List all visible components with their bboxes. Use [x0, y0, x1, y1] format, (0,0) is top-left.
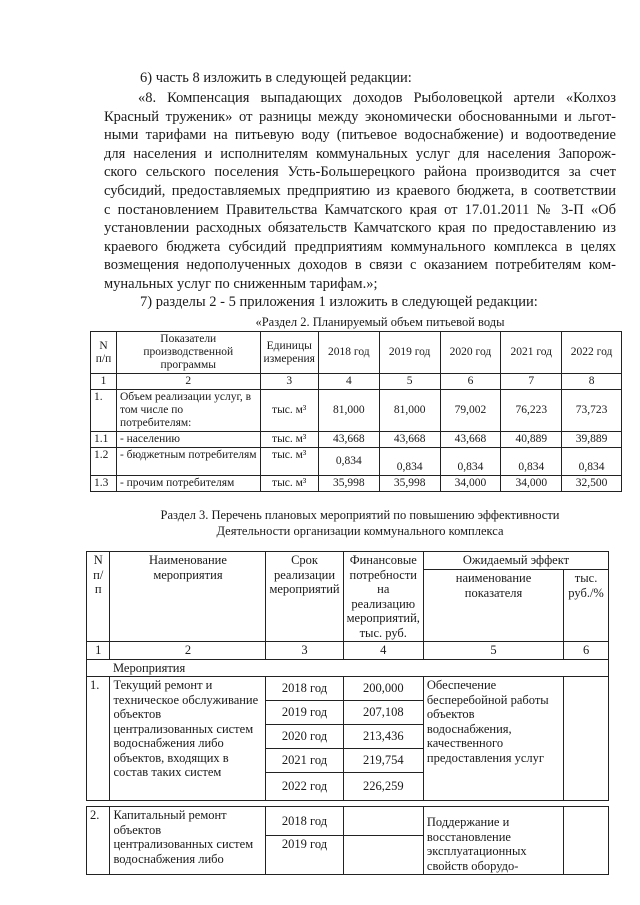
section-3-table: [86, 551, 609, 875]
clause-line: установлении расходных обязательств Камчатского края по предоставлению из: [104, 220, 616, 237]
group-spacer: [87, 659, 110, 677]
number-cell: 4: [343, 642, 423, 660]
item-7-text: 7) разделы 2 - 5 приложения 1 изложить в следующей редакции:: [140, 294, 538, 310]
row-amount: [343, 807, 423, 836]
clause-line: мунальных услуг по сниженным тарифам.»;: [104, 275, 378, 292]
table-row: [91, 390, 622, 432]
header-cell: Показатели производственной программы: [116, 332, 260, 374]
clause-line: с постановлением Правительства Камчатского края от 17.01.2011 № 3-П «Об: [104, 201, 616, 218]
number-cell: 7: [501, 374, 562, 390]
header-cell: тыс. руб./%: [564, 570, 609, 642]
row-effect: Поддержание и восстановление эксплуатационных свойств оборудо-: [423, 807, 563, 875]
row-value: 0,834: [318, 448, 379, 476]
header-cell: 2018 год: [318, 332, 379, 374]
row-unit: тыс. м³: [260, 432, 318, 448]
header-cell: N п/п: [87, 552, 110, 642]
caption-line: Деятельности организации коммунального комплекса: [216, 524, 504, 538]
row-value: 35,998: [318, 476, 379, 492]
table-row: [91, 476, 622, 492]
clause-line: для населения и исполнителям коммунальных услуг для населения Запорож-: [104, 145, 616, 162]
number-cell: 1: [87, 642, 110, 660]
row-value: 35,998: [379, 476, 440, 492]
row-number: 1.2: [91, 448, 117, 476]
row-name: Объем реализации услуг, в том числе по потребителям:: [116, 390, 260, 432]
table-header-row: [87, 552, 609, 570]
clause-line: ского сельского поселения Усть-Большерецкого района производится за счет: [104, 164, 616, 181]
row-name: Капитальный ремонт объектов централизованных систем водоснабжения либо: [110, 807, 266, 875]
number-cell: 3: [266, 642, 343, 660]
row-amount: 226,259: [343, 773, 423, 801]
table-header-row: [91, 332, 622, 374]
row-value: 43,668: [379, 432, 440, 448]
table-row: [91, 432, 622, 448]
number-cell: 6: [440, 374, 501, 390]
row-value: 0,834: [501, 448, 562, 476]
row-value: 79,002: [440, 390, 501, 432]
row-value: 32,500: [562, 476, 622, 492]
row-name: - бюджетным потребителям: [116, 448, 260, 476]
row-name: - прочим потребителям: [116, 476, 260, 492]
row-year: 2022 год: [266, 773, 343, 801]
clause-line: «8. Компенсация выпадающих доходов Рыболовецкой артели «Колхоз: [138, 90, 616, 106]
row-amount: 200,000: [343, 677, 423, 701]
number-cell: 4: [318, 374, 379, 390]
section-3-caption: [120, 507, 600, 539]
table-row: [87, 677, 609, 701]
row-value: 34,000: [501, 476, 562, 492]
header-cell: Единицы измерения: [260, 332, 318, 374]
row-year: 2019 год: [266, 701, 343, 725]
table-row: [87, 807, 609, 836]
header-cell: Финансовые потребности на реализацию мероприятий, тыс. руб.: [343, 552, 423, 642]
header-cell: 2019 год: [379, 332, 440, 374]
column-number-row: [87, 642, 609, 660]
caption-line: Раздел 3. Перечень плановых мероприятий по повышению эффективности: [160, 508, 560, 522]
row-value: 73,723: [562, 390, 622, 432]
row-value: 39,889: [562, 432, 622, 448]
header-cell: 2022 год: [562, 332, 622, 374]
clause-8-paragraph: [104, 89, 616, 294]
section-2-caption: «Раздел 2. Планируемый объем питьевой воды: [255, 315, 505, 329]
row-year: 2019 год: [266, 835, 343, 874]
row-amount: 207,108: [343, 701, 423, 725]
row-value: 81,000: [379, 390, 440, 432]
clause-line: ными тарифами на питьевую воду (питьевое водоснабжение) и водоотведение: [104, 127, 616, 144]
clause-line: возмещения недополученных доходов в связи с оказанием потребителям ком-: [104, 257, 616, 274]
row-name: Текущий ремонт и техническое обслуживание объектов централизованных систем водоснабжения либо объектов, входящих в состав таких систем: [110, 677, 266, 801]
row-amount: 213,436: [343, 725, 423, 749]
header-cell: 2021 год: [501, 332, 562, 374]
header-cell: Наименование мероприятия: [110, 552, 266, 642]
group-row: [87, 659, 609, 677]
number-cell: 2: [116, 374, 260, 390]
header-cell: 2020 год: [440, 332, 501, 374]
row-amount: 219,754: [343, 749, 423, 773]
item-6-text: 6) часть 8 изложить в следующей редакции:: [140, 70, 412, 86]
row-year: 2021 год: [266, 749, 343, 773]
row-value: 40,889: [501, 432, 562, 448]
number-cell: 3: [260, 374, 318, 390]
row-year: 2018 год: [266, 807, 343, 836]
row-value: 81,000: [318, 390, 379, 432]
header-cell: наименование показателя: [423, 570, 563, 642]
row-year: 2020 год: [266, 725, 343, 749]
row-value: 34,000: [440, 476, 501, 492]
column-number-row: [91, 374, 622, 390]
row-value: 0,834: [379, 448, 440, 476]
row-year: 2018 год: [266, 677, 343, 701]
row-effect-value: [564, 677, 609, 801]
row-value: 0,834: [440, 448, 501, 476]
number-cell: 6: [564, 642, 609, 660]
number-cell: 5: [423, 642, 563, 660]
clause-line: краевого бюджета субсидий предприятиям коммунального комплекса в целях: [104, 238, 616, 255]
row-number: 1.3: [91, 476, 117, 492]
row-value: 43,668: [318, 432, 379, 448]
row-value: 76,223: [501, 390, 562, 432]
number-cell: 1: [91, 374, 117, 390]
row-number: 1.: [87, 677, 110, 801]
number-cell: 5: [379, 374, 440, 390]
row-unit: тыс. м³: [260, 390, 318, 432]
group-label: Мероприятия: [110, 659, 609, 677]
row-unit: тыс. м³: [260, 448, 318, 476]
row-amount: [343, 835, 423, 874]
clause-line: Красный труженик» от разницы между экономически обоснованными и льгот-: [104, 108, 616, 125]
row-effect: Обеспечение бесперебойной работы объектов водоснабжения, качественного предоставления услуг: [423, 677, 563, 801]
row-unit: тыс. м³: [260, 476, 318, 492]
header-cell: Ожидаемый эффект: [423, 552, 608, 570]
row-value: 0,834: [562, 448, 622, 476]
number-cell: 8: [562, 374, 622, 390]
row-number: 1.1: [91, 432, 117, 448]
row-name: - населению: [116, 432, 260, 448]
row-value: 43,668: [440, 432, 501, 448]
clause-line: субсидий, предоставляемых предприятию из краевого бюджета, в соответствии: [104, 182, 616, 199]
header-cell: N п/п: [91, 332, 117, 374]
row-number: 2.: [87, 807, 110, 875]
number-cell: 2: [110, 642, 266, 660]
table-row: [91, 448, 622, 476]
row-number: 1.: [91, 390, 117, 432]
row-effect-value: [564, 807, 609, 875]
section-2-table: [90, 331, 622, 492]
header-cell: Срок реализации мероприятий: [266, 552, 343, 642]
